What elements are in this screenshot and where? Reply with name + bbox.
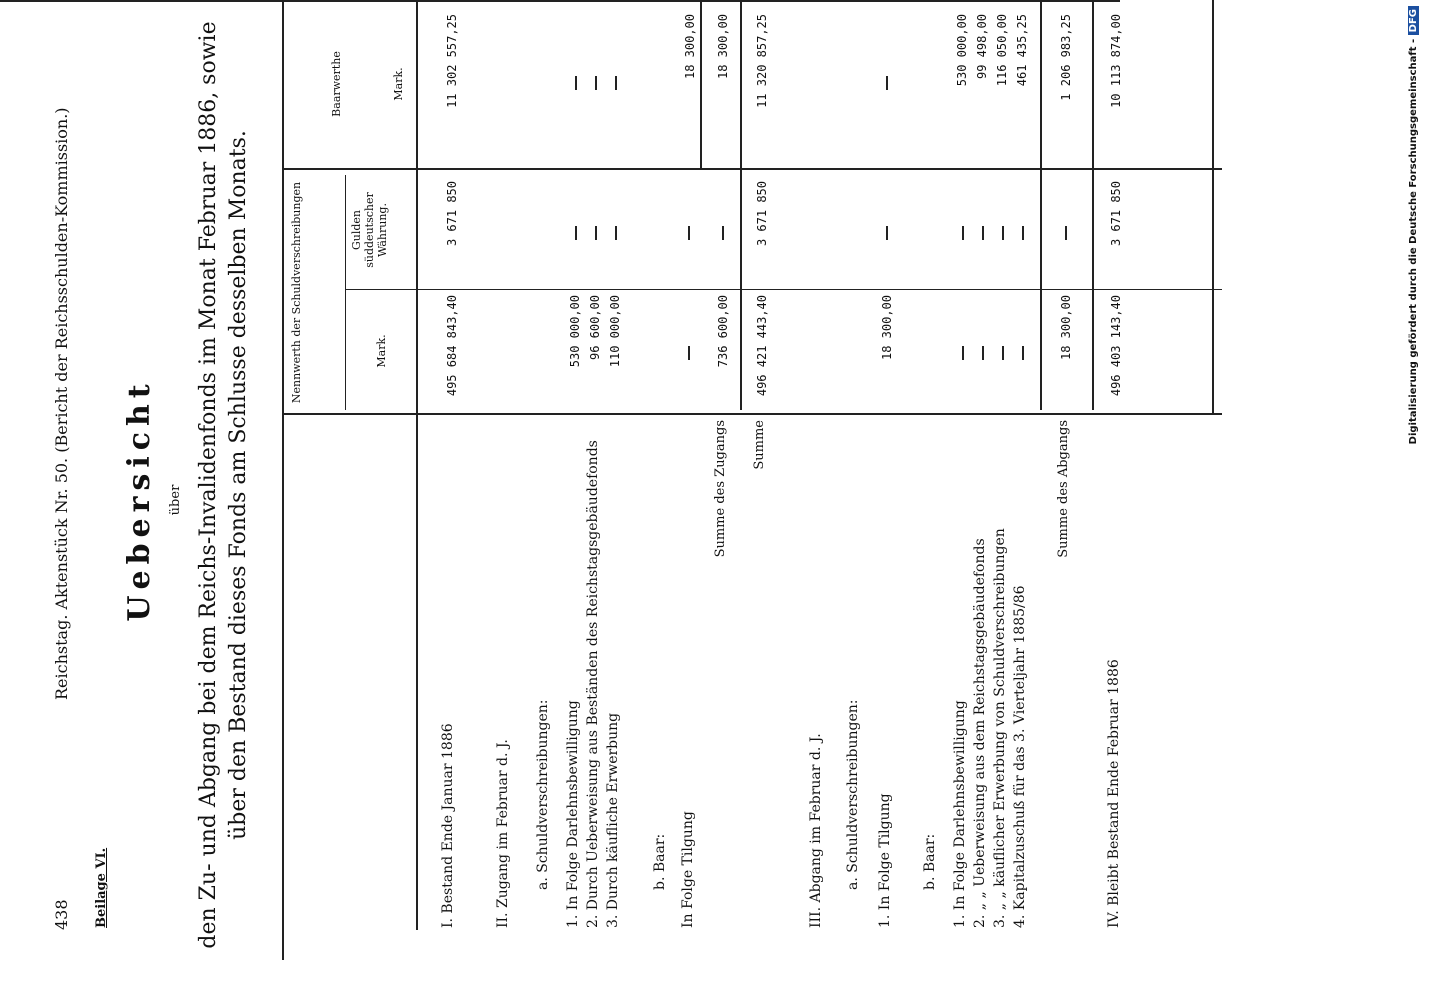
dash — [615, 76, 617, 90]
row-abgang-b2-label: 2. „ „ Ueberweisung aus dem Reichstagsgebäudefonds — [972, 538, 988, 928]
sum-abgang-mark: 18 300,00 — [1059, 295, 1073, 361]
row-bestand-januar-mark: 495 684 843,40 — [445, 295, 459, 397]
sum-zugang-mark: 736 600,00 — [716, 295, 730, 368]
row-bestand-januar-gulden: 3 671 850 — [445, 181, 459, 247]
summe-baar: 11 320 857,25 — [755, 14, 769, 108]
row-bestand-januar-label: I. Bestand Ende Januar 1886 — [440, 723, 456, 928]
sum-abgang-baar: 1 206 983,25 — [1059, 14, 1073, 101]
row-zugang-a1-mark: 530 000,00 — [568, 295, 582, 368]
col-divider-mark-gulden — [346, 289, 1222, 290]
dash — [886, 226, 888, 240]
hl — [740, 0, 742, 410]
row-bleibt-bestand-gulden: 3 671 850 — [1109, 181, 1123, 247]
dash — [1022, 226, 1024, 240]
row-zugang-b-label: b. Baar: — [652, 833, 668, 890]
summe-label: Summe — [752, 420, 767, 470]
title-line-1: den Zu- und Abgang bei dem Reichs-Invalidenfonds im Monat Februar 1886, sowie — [196, 21, 221, 949]
row-abgang-b-label: b. Baar: — [922, 833, 938, 890]
dash — [575, 76, 577, 90]
credit-text: Digitalisierung gefördert durch die Deutsche Forschungsgemeinschaft - — [1408, 38, 1419, 445]
col-divider-2 — [282, 168, 1222, 170]
dash — [575, 226, 577, 240]
row-zugang-b1-label: In Folge Tilgung — [680, 811, 696, 928]
sum-zugang-label: Summe des Zugangs — [713, 420, 728, 558]
dash — [688, 226, 690, 240]
summe-mark: 496 421 443,40 — [755, 295, 769, 397]
sum-abgang-label: Summe des Abgangs — [1056, 420, 1071, 558]
credit-sidebar — [1408, 6, 1430, 994]
dash — [1022, 346, 1024, 360]
table-top-rule — [282, 0, 284, 960]
row-bestand-januar-baar: 11 302 557,25 — [445, 14, 459, 108]
row-abgang-b3-label: 3. „ „ käuflicher Erwerbung von Schuldverschreibungen — [992, 528, 1008, 928]
row-zugang-label: II. Zugang im Februar d. J. — [495, 739, 511, 928]
row-abgang-a-label: a. Schuldverschreibungen: — [845, 699, 861, 890]
sum-zugang-baar: 18 300,00 — [716, 14, 730, 80]
dfg-logo: DFG — [1408, 6, 1419, 35]
dash — [962, 346, 964, 360]
title-ueber: über — [168, 484, 183, 516]
side-text — [1408, 6, 1430, 994]
dash — [1002, 226, 1004, 240]
document-title: Uebersicht — [122, 378, 157, 622]
dash — [722, 226, 724, 240]
col-mark-baar: Mark. — [392, 67, 405, 101]
summe-gulden: 3 671 850 — [755, 181, 769, 247]
row-abgang-b3-baar: 116 050,00 — [995, 14, 1009, 87]
col-gulden: Gulden süddeutscher Währung. — [350, 192, 390, 268]
row-zugang-a1-label: 1. In Folge Darlehnsbewilligung — [565, 700, 581, 928]
dash — [1065, 226, 1067, 240]
dash — [982, 346, 984, 360]
row-zugang-a2-mark: 96 600,00 — [588, 295, 602, 361]
dash — [595, 76, 597, 90]
row-zugang-a-label: a. Schuldverschreibungen: — [535, 699, 551, 890]
col-mark: Mark. — [375, 334, 388, 368]
dash — [688, 346, 690, 360]
row-abgang-b4-label: 4. Kapitalzuschuß für das 3. Vierteljahr 1885/86 — [1012, 585, 1028, 928]
row-abgang-a1-mark: 18 300,00 — [880, 295, 894, 361]
row-zugang-a3-label: 3. Durch käufliche Erwerbung — [605, 712, 621, 928]
row-abgang-b1-label: 1. In Folge Darlehnsbewilligung — [952, 700, 968, 928]
row-abgang-a1-label: 1. In Folge Tilgung — [877, 793, 893, 928]
dash — [982, 226, 984, 240]
col-nennwerth: Nennwerth der Schuldverschreibungen — [290, 181, 303, 404]
row-bleibt-bestand-baar: 10 113 874,00 — [1109, 14, 1123, 108]
row-bleibt-bestand-mark: 496 403 143,40 — [1109, 295, 1123, 397]
row-abgang-b1-baar: 530 000,00 — [955, 14, 969, 87]
dash — [1002, 346, 1004, 360]
hl — [700, 0, 702, 170]
col-divider-1 — [282, 413, 1222, 415]
row-zugang-a2-label: 2. Durch Ueberweisung aus Beständen des Reichstagsgebäudefonds — [585, 440, 601, 928]
dash — [962, 226, 964, 240]
dash — [595, 226, 597, 240]
page-number: 438 — [52, 899, 71, 930]
row-abgang-b4-baar: 461 435,25 — [1015, 14, 1029, 87]
hl — [1092, 0, 1094, 410]
hl — [1040, 0, 1042, 410]
beilage-label: Beilage VI. — [94, 847, 109, 928]
row-zugang-a3-mark: 110 000,00 — [608, 295, 622, 368]
row-abgang-label: III. Abgang im Februar d. J. — [808, 733, 824, 928]
title-line-2: über den Bestand dieses Fonds am Schlusse desselben Monats. — [226, 130, 251, 840]
row-zugang-b1-baar: 18 300,00 — [683, 14, 697, 80]
running-header: Reichstag. Aktenstück Nr. 50. (Bericht der Reichsschulden-Kommission.) — [52, 107, 71, 700]
col-baarwerthe: Baarwerthe — [330, 51, 343, 117]
row-bleibt-bestand-label: IV. Bleibt Bestand Ende Februar 1886 — [1106, 659, 1122, 928]
row-abgang-b2-baar: 99 498,00 — [975, 14, 989, 80]
dash — [886, 76, 888, 90]
table-bottom-rule — [1212, 0, 1214, 415]
nennwerth-rule — [345, 175, 346, 410]
dash — [615, 226, 617, 240]
table-header-rule — [416, 0, 418, 930]
